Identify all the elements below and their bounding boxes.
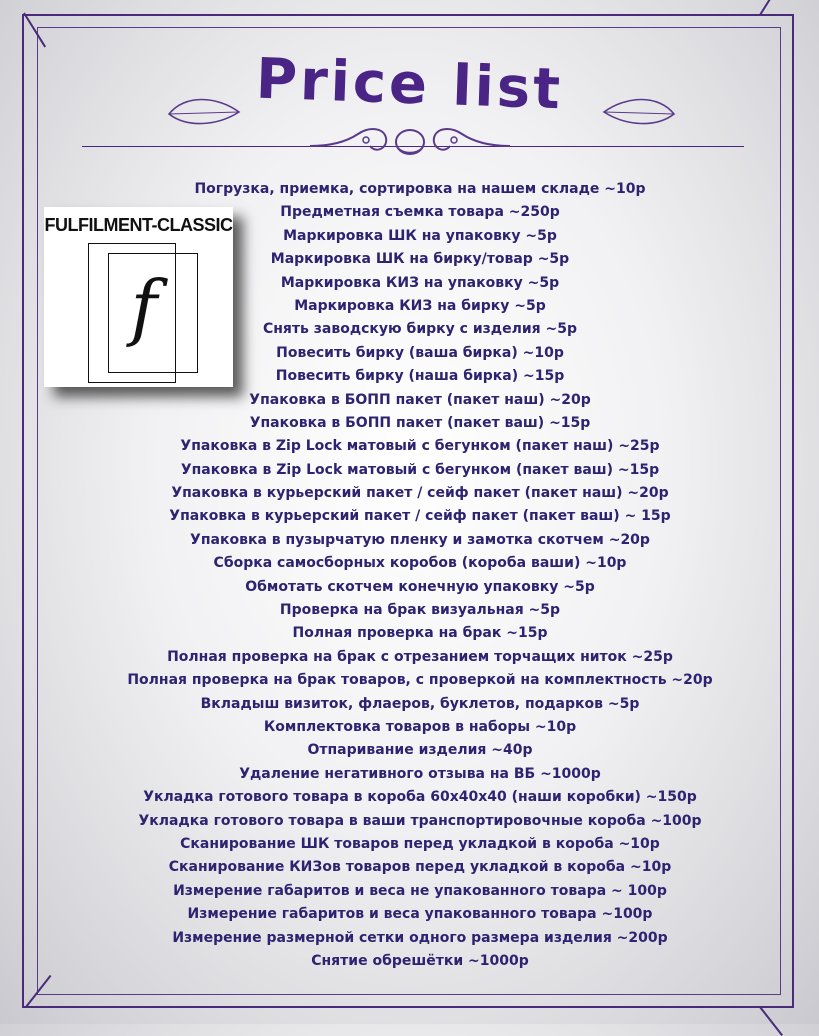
price-item: Упаковка в БОПП пакет (пакет ваш) ~15р bbox=[249, 414, 591, 431]
logo-mark-icon: f bbox=[130, 265, 158, 349]
price-item: Повесить бирку (ваша бирка) ~10р bbox=[276, 344, 564, 361]
price-list bbox=[40, 178, 800, 973]
price-item: Измерение размерной сетки одного размера изделия ~200р bbox=[172, 929, 668, 946]
flourish-ornament bbox=[300, 120, 520, 165]
price-item: Обмотать скотчем конечную упаковку ~5р bbox=[245, 578, 595, 595]
price-item: Укладка готового товара в ваши транспортировочные короба ~100р bbox=[138, 812, 702, 829]
price-item: Повесить бирку (наша бирка) ~15р bbox=[275, 368, 565, 385]
price-item: Упаковка в курьерский пакет / сейф пакет (пакет наш) ~20р bbox=[171, 485, 669, 502]
frame-corner-line bbox=[759, 1006, 783, 1036]
price-item: Измерение габаритов и веса упакованного товара ~100р bbox=[187, 906, 653, 923]
price-item: Маркировка ШК на упаковку ~5р bbox=[283, 227, 557, 244]
price-item: Упаковка в БОПП пакет (пакет наш) ~20р bbox=[249, 391, 591, 408]
price-item: Маркировка КИЗ на упаковку ~5р bbox=[280, 274, 560, 291]
price-item: Сборка самосборных коробов (короба ваши) ~10р bbox=[213, 555, 627, 572]
right-leaf-ornament bbox=[598, 92, 678, 132]
price-item: Упаковка в пузырчатую пленку и замотка скотчем ~20р bbox=[190, 531, 650, 548]
price-item: Полная проверка на брак товаров, с проверкой на комплектность ~20р bbox=[127, 672, 713, 689]
price-item: Маркировка КИЗ на бирку ~5р bbox=[294, 297, 546, 314]
logo-brand-text: FULFILMENT-CLASSIC bbox=[44, 215, 233, 235]
price-item: Вкладыш визиток, флаеров, буклетов, подарков ~5р bbox=[200, 695, 640, 712]
price-item: Снять заводскую бирку с изделия ~5р bbox=[262, 321, 577, 338]
price-item: Укладка готового товара в короба 60х40х40 (наши коробки) ~150р bbox=[143, 789, 697, 806]
price-item: Сканирование КИЗов товаров перед укладкой в короба ~10р bbox=[168, 859, 672, 876]
price-item: Снятие обрешётки ~1000р bbox=[311, 952, 529, 969]
price-item: Проверка на брак визуальная ~5р bbox=[279, 602, 561, 619]
left-leaf-ornament bbox=[165, 92, 245, 132]
price-item: Полная проверка на брак ~15р bbox=[292, 625, 548, 642]
price-item: Измерение габаритов и веса не упакованного товара ~ 100р bbox=[173, 882, 667, 899]
price-item: Упаковка в курьерский пакет / сейф пакет (пакет ваш) ~ 15р bbox=[169, 508, 671, 525]
price-item: Удаление негативного отзыва на ВБ ~1000р bbox=[239, 765, 601, 782]
price-item: Упаковка в Zip Lock матовый с бегунком (пакет ваш) ~15р bbox=[180, 461, 660, 478]
price-item: Маркировка ШК на бирку/товар ~5р bbox=[270, 251, 570, 268]
price-item: Упаковка в Zip Lock матовый с бегунком (пакет наш) ~25р bbox=[180, 438, 660, 455]
price-item: Предметная съемка товара ~250р bbox=[280, 204, 560, 221]
price-item: Полная проверка на брак с отрезанием торчащих ниток ~25р bbox=[167, 648, 673, 665]
price-item: Отпаривание изделия ~40р bbox=[307, 742, 533, 759]
price-item: Комплектовка товаров в наборы ~10р bbox=[263, 718, 577, 735]
page-title: Price list bbox=[254, 46, 565, 123]
price-item: Сканирование ШК товаров перед укладкой в короба ~10р bbox=[180, 835, 660, 852]
price-item: Погрузка, приемка, сортировка на нашем складе ~10р bbox=[194, 181, 646, 197]
